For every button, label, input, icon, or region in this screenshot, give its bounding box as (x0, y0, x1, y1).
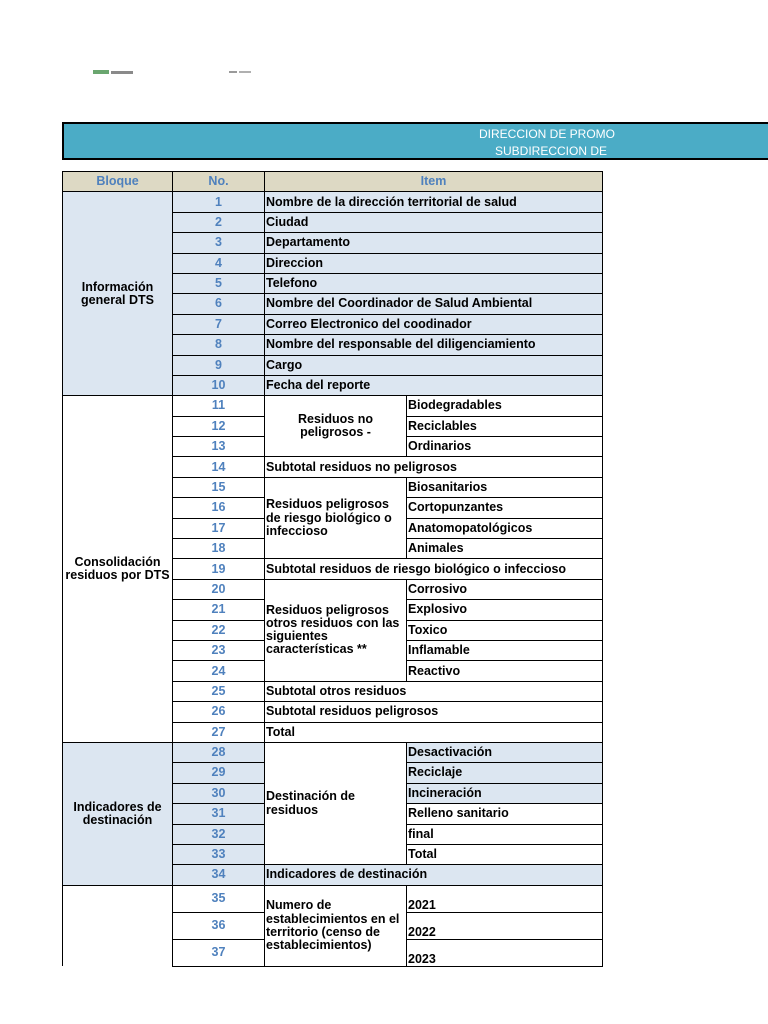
item-cell[interactable]: Indicadores de destinación (265, 865, 603, 885)
row-number: 34 (173, 865, 265, 885)
row-number: 23 (173, 640, 265, 660)
row-number: 3 (173, 233, 265, 253)
item-cell[interactable]: Corrosivo (407, 579, 603, 599)
item-cell[interactable]: Subtotal residuos no peligrosos (265, 457, 603, 477)
block-consolidacion-residuos (63, 396, 603, 743)
row-number: 32 (173, 824, 265, 844)
group-label: Destinación de residuos (265, 742, 407, 864)
item-cell[interactable]: Ordinarios (407, 437, 603, 457)
item-cell[interactable]: Desactivación (407, 742, 603, 762)
row-number: 31 (173, 804, 265, 824)
block-label (63, 885, 173, 966)
item-cell[interactable]: Relleno sanitario (407, 804, 603, 824)
row-number: 21 (173, 600, 265, 620)
item-cell[interactable]: final (407, 824, 603, 844)
row-number: 1 (173, 192, 265, 212)
row-number: 11 (173, 396, 265, 416)
row-number: 37 (173, 939, 265, 966)
secondary-logo-text (239, 71, 251, 73)
item-cell[interactable]: Direccion (265, 253, 603, 273)
row-number: 13 (173, 437, 265, 457)
row-number: 19 (173, 559, 265, 579)
item-cell[interactable]: Nombre del responsable del diligenciamiento (265, 335, 603, 355)
row-number: 16 (173, 498, 265, 518)
item-cell[interactable]: Explosivo (407, 600, 603, 620)
ministry-logo (93, 70, 109, 74)
item-cell[interactable]: Telefono (265, 273, 603, 293)
banner-title-line-1: DIRECCION DE PROMO (479, 127, 616, 141)
row-number: 4 (173, 253, 265, 273)
item-cell[interactable]: Cargo (265, 355, 603, 375)
block-label: Indicadores de destinación (63, 742, 173, 885)
group-label: Residuos peligrosos otros residuos con las siguientes características ** (265, 579, 407, 681)
item-cell[interactable]: Total (265, 722, 603, 742)
item-cell[interactable]: Nombre de la dirección territorial de salud (265, 192, 603, 212)
row-number: 27 (173, 722, 265, 742)
row-number: 9 (173, 355, 265, 375)
title-banner (62, 122, 768, 160)
row-number: 15 (173, 477, 265, 497)
block-informacion-general (63, 192, 603, 396)
group-label: Residuos no peligrosos - (265, 396, 407, 457)
row-number: 29 (173, 763, 265, 783)
group-label: Numero de establecimientos en el territorio (censo de establecimientos) (265, 885, 407, 966)
block-indicadores-destinacion (63, 742, 603, 885)
item-cell[interactable]: 2023 (407, 939, 603, 966)
item-cell[interactable]: Anatomopatológicos (407, 518, 603, 538)
row-number: 18 (173, 539, 265, 559)
secondary-logo (229, 71, 237, 73)
item-cell[interactable]: Nombre del Coordinador de Salud Ambiental (265, 294, 603, 314)
group-label: Residuos peligrosos de riesgo biológico o infeccioso (265, 477, 407, 559)
item-cell[interactable]: Subtotal otros residuos (265, 681, 603, 701)
item-cell[interactable]: Cortopunzantes (407, 498, 603, 518)
item-cell[interactable]: Correo Electronico del coodinador (265, 314, 603, 334)
row-number: 2 (173, 212, 265, 232)
row-number: 20 (173, 579, 265, 599)
item-cell[interactable]: Subtotal residuos peligrosos (265, 702, 603, 722)
row-number: 22 (173, 620, 265, 640)
item-cell[interactable]: Subtotal residuos de riesgo biológico o infeccioso (265, 559, 603, 579)
item-cell[interactable]: Biodegradables (407, 396, 603, 416)
row-number: 6 (173, 294, 265, 314)
item-cell[interactable]: Total (407, 844, 603, 864)
item-cell[interactable]: Departamento (265, 233, 603, 253)
item-cell[interactable]: Animales (407, 539, 603, 559)
block-label: Consolidación residuos por DTS (63, 396, 173, 743)
row-number: 33 (173, 844, 265, 864)
item-cell[interactable]: Fecha del reporte (265, 375, 603, 395)
row-number: 30 (173, 783, 265, 803)
column-header-bloque: Bloque (63, 172, 173, 192)
block-label: Información general DTS (63, 192, 173, 396)
row-number: 7 (173, 314, 265, 334)
item-cell[interactable]: Reactivo (407, 661, 603, 681)
row-number: 8 (173, 335, 265, 355)
row-number: 36 (173, 912, 265, 939)
row-number: 5 (173, 273, 265, 293)
row-number: 25 (173, 681, 265, 701)
block-establecimientos (63, 885, 603, 966)
column-header-item: Item (265, 172, 603, 192)
item-cell[interactable]: Reciclaje (407, 763, 603, 783)
column-header-no: No. (173, 172, 265, 192)
item-cell[interactable]: Incineración (407, 783, 603, 803)
banner-title-line-2: SUBDIRECCION DE (495, 144, 608, 158)
item-cell[interactable]: Inflamable (407, 640, 603, 660)
row-number: 10 (173, 375, 265, 395)
item-cell[interactable]: Biosanitarios (407, 477, 603, 497)
form-table (62, 171, 603, 967)
row-number: 28 (173, 742, 265, 762)
ministry-logo-text (111, 71, 133, 74)
item-cell[interactable]: Toxico (407, 620, 603, 640)
row-number: 14 (173, 457, 265, 477)
row-number: 26 (173, 702, 265, 722)
row-number: 17 (173, 518, 265, 538)
item-cell[interactable]: 2022 (407, 912, 603, 939)
item-cell[interactable]: 2021 (407, 885, 603, 912)
row-number: 24 (173, 661, 265, 681)
item-cell[interactable]: Reciclables (407, 416, 603, 436)
item-cell[interactable]: Ciudad (265, 212, 603, 232)
row-number: 12 (173, 416, 265, 436)
row-number: 35 (173, 885, 265, 912)
